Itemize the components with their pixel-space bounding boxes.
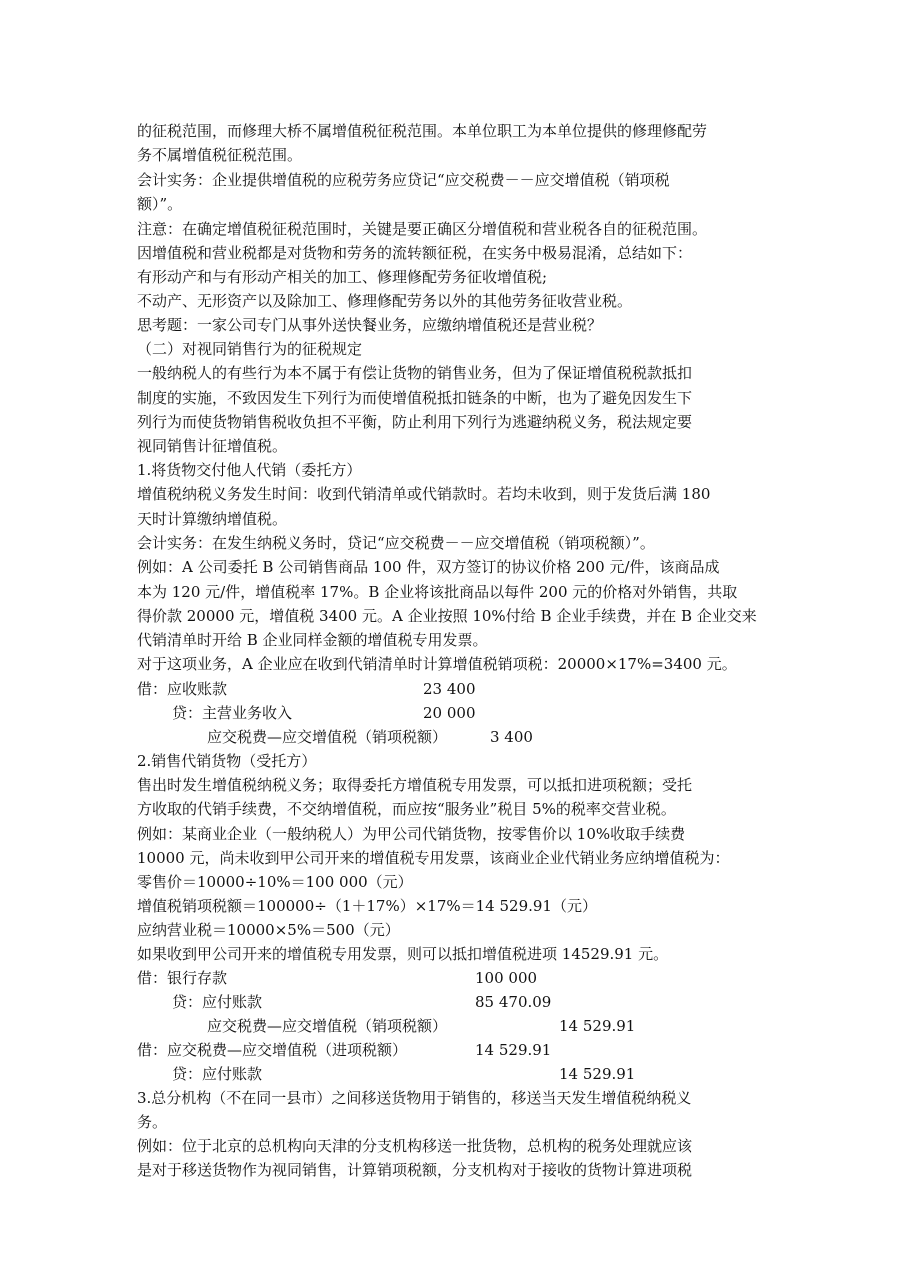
journal-amount: 14 529.91 (559, 1065, 636, 1083)
item-heading: 2.销售代销货物（受托方） (137, 752, 317, 770)
journal-amount: 100 000 (475, 969, 538, 987)
formula-line: 零售价＝10000÷10%＝100 000（元） (137, 873, 413, 891)
journal-amount: 85 470.09 (475, 993, 552, 1011)
formula-line: 增值税销项税额＝100000÷（1＋17%）×17%＝14 529.91（元） (137, 897, 597, 915)
text-line: 一般纳税人的有些行为本不属于有偿让货物的销售业务，但为了保证增值税税款抵扣 (137, 364, 693, 382)
journal-credit-line: 应交税费—应交增值税（销项税额） (207, 1017, 448, 1035)
text-line: 思考题：一家公司专门从事外送快餐业务，应缴纳增值税还是营业税？ (137, 316, 603, 334)
text-line: 增值税纳税义务发生时间：收到代销清单或代销款时。若均未收到，则于发货后满 180 (137, 485, 711, 503)
text-line: 售出时发生增值税纳税义务；取得委托方增值税专用发票，可以抵扣进项税额；受托 (137, 776, 693, 794)
text-line: 是对于移送货物作为视同销售，计算销项税额，分支机构对于接收的货物计算进项税 (137, 1161, 693, 1179)
journal-amount: 23 400 (423, 680, 476, 698)
text-line: 视同销售计征增值税。 (137, 437, 288, 455)
text-line: 有形动产和与有形动产相关的加工、修理修配劳务征收增值税; (137, 268, 548, 286)
formula-line: 应纳营业税＝10000×5%＝500（元） (137, 921, 400, 939)
text-line: 对于这项业务，A 企业应在收到代销清单时计算增值税销项税：20000×17%=3400 元。 (137, 655, 737, 673)
text-line: 额）”。 (137, 195, 183, 213)
text-line: 例如：A 公司委托 B 公司销售商品 100 件，双方签订的协议价格 200 元/件，该商品成 (137, 558, 720, 576)
text-line: 代销清单时开给 B 企业同样金额的增值税专用发票。 (137, 631, 488, 649)
text-line: 本为 120 元/件，增值税率 17%。B 企业将该批商品以每件 200 元的价格对外销售，共取 (137, 583, 738, 601)
item-heading: 3.总分机构（不在同一县市）之间移送货物用于销售的，移送当天发生增值税纳税义 (137, 1089, 692, 1107)
journal-amount: 20 000 (423, 704, 476, 722)
text-line: 务不属增值税征税范围。 (137, 146, 303, 164)
journal-credit-line: 贷：应付账款 (172, 1065, 263, 1083)
journal-amount: 3 400 (490, 728, 533, 746)
text-line: 列行为而使货物销售税收负担不平衡，防止利用下列行为逃避纳税义务，税法规定要 (137, 413, 693, 431)
text-line: 天时计算缴纳增值税。 (137, 510, 288, 528)
text-line: 例如：位于北京的总机构向天津的分支机构移送一批货物，总机构的税务处理就应该 (137, 1137, 693, 1155)
text-line: 因增值税和营业税都是对货物和劳务的流转额征税，在实务中极易混淆，总结如下： (137, 244, 693, 262)
text-line: 会计实务：在发生纳税义务时，贷记“应交税费－－应交增值税（销项税额）”。 (137, 534, 655, 552)
journal-debit-line: 借：应交税费—应交增值税（进项税额） (137, 1041, 408, 1059)
text-line: 务。 (137, 1113, 168, 1131)
text-line: 得价款 20000 元，增值税 3400 元。A 企业按照 10%付给 B 企业手续费，并在 B 企业交来 (137, 607, 757, 625)
text-line: 注意：在确定增值税征税范围时，关键是要正确区分增值税和营业税各自的征税范围。 (137, 220, 708, 238)
journal-debit-line: 借：应收账款 (137, 680, 228, 698)
journal-debit-line: 借：银行存款 (137, 969, 228, 987)
journal-credit-line: 应交税费—应交增值税（销项税额） (207, 728, 448, 746)
text-line: 例如：某商业企业（一般纳税人）为甲公司代销货物，按零售价以 10%收取手续费 (137, 825, 686, 843)
text-line: 如果收到甲公司开来的增值税专用发票，则可以抵扣增值税进项 14529.91 元。 (137, 945, 669, 963)
item-heading: 1.将货物交付他人代销（委托方） (137, 461, 362, 479)
text-line: 会计实务：企业提供增值税的应税劳务应贷记“应交税费－－应交增值税（销项税 (137, 171, 670, 189)
journal-credit-line: 贷：应付账款 (172, 993, 263, 1011)
journal-credit-line: 贷：主营业务收入 (172, 704, 293, 722)
section-heading: （二）对视同销售行为的征税规定 (137, 340, 363, 358)
text-line: 10000 元，尚未收到甲公司开来的增值税专用发票，该商业企业代销业务应纳增值税为： (137, 849, 730, 867)
text-line: 不动产、无形资产以及除加工、修理修配劳务以外的其他劳务征收营业税。 (137, 292, 633, 310)
text-line: 方收取的代销手续费，不交纳增值税，而应按“服务业”税目 5%的税率交营业税。 (137, 800, 676, 818)
text-line: 的征税范围，而修理大桥不属增值税征税范围。本单位职工为本单位提供的修理修配劳 (137, 122, 708, 140)
journal-amount: 14 529.91 (559, 1017, 636, 1035)
text-line: 制度的实施，不致因发生下列行为而使增值税抵扣链条的中断，也为了避免因发生下 (137, 389, 693, 407)
journal-amount: 14 529.91 (475, 1041, 552, 1059)
